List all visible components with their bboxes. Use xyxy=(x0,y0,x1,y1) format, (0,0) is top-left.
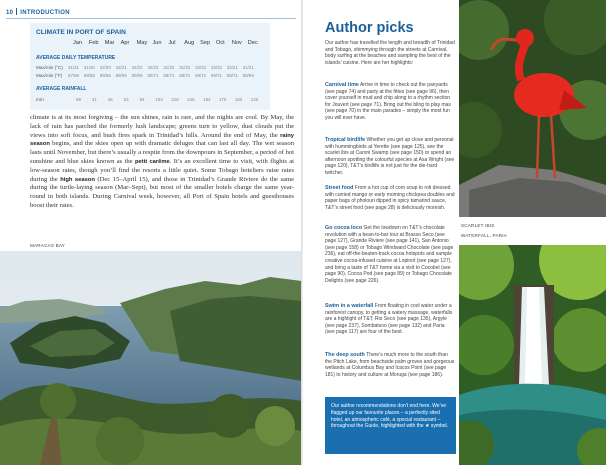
table-cell: 89/71 xyxy=(195,73,207,78)
month-label: Jan xyxy=(73,40,83,46)
table-cell: 125 xyxy=(250,97,259,102)
author-tip-box: Our author recommendations don’t end here. We’ve flagged up our favourite places – a perfectly sited hotel, an atmospheric café, a special restaurant – throughout the Guide, highlighted with the ★ symbol. xyxy=(325,397,456,454)
table-cell: 88/71 xyxy=(163,73,175,78)
table-cell: 193 xyxy=(155,97,163,102)
pick-heading: Carnival time xyxy=(325,82,359,88)
month-label: Nov xyxy=(231,40,242,46)
climate-title: CLIMATE IN PORT OF SPAIN xyxy=(36,29,126,36)
table-cell: 94 xyxy=(139,97,145,102)
table-cell: 90/69 xyxy=(131,73,143,78)
header-rule xyxy=(6,18,296,19)
pick-heading: Go cocoa loco xyxy=(325,225,363,231)
month-label: Sep xyxy=(200,40,211,46)
rain-row xyxy=(76,97,267,102)
term-rainy-season: rainy season xyxy=(30,132,294,148)
pick-heading: Tropical birdlife xyxy=(325,137,366,143)
celsius-label: Max/min (°C) xyxy=(36,65,63,70)
table-cell: 32/22 xyxy=(195,65,207,70)
table-cell: 31/22 xyxy=(179,65,191,70)
pick-item: Tropical birdlife Whether you get up close and personal with hummingbirds at Yerette (see page 125), see the scarlet ibis at Caroni Swamp (see page 150) or spend an afternoon spotting the colourful species at Asa Wright (see page 120), T&T’s birdlife is not just for the die-hard twitcher. xyxy=(325,137,455,176)
month-label: Apr xyxy=(120,40,130,46)
month-label: Jun xyxy=(152,40,162,46)
intro-text: Our author has travelled the length and breadth of Trinidad and Tobago, shimmying through the streets at Carnival, body surfing at the beaches and sampling the best of the islands’ cuisine. Here are her highlights: xyxy=(325,40,455,66)
term-high-season: high season xyxy=(60,176,95,183)
table-cell: 89/69 xyxy=(115,73,127,78)
pick-item: Carnival time Arrive in time to check out the panyards (see page 74) and party at the fêtes (see page 96), then cover yourself in mud and chip along to a rhythm section for Jouvert (see page 71). Bring out the bling to play mas (see page 70) in the main parades – simply the most fun you will ever have. xyxy=(325,82,451,121)
section-title: INTRODUCTION xyxy=(20,10,70,16)
month-label: Aug xyxy=(184,40,195,46)
table-cell: 87/69 xyxy=(68,73,79,78)
pick-item: Go cocoa loco Get the lowdown on T&T’s chocolate revolution with a bean-to-bar tour at Brasso Seco (see page 127), Grande Riviere (see page 141), San Antonio (see page 158) or Tobago Windward Chocolate (see page 236), eat off-the-beaten-track cocoa hotspots and sample creative cocoa-infused cuisine at Lopinot (see page 127), and bring a taste of T&T home via a visit to Cocobel (see page 90), Cocoa Pod (see page 89) or Tobago Chocolate Delights (see page 226). xyxy=(325,225,454,284)
table-cell: 32/20 xyxy=(99,65,111,70)
rain-unit-label: mm xyxy=(36,97,44,102)
page-number: 10 xyxy=(6,10,14,16)
pick-item: Swim in a waterfall From floating in cool water under a rainforest canopy, to getting a watery massage, waterfalls are a highlight of T&T; Rio Seco (see page 135), Argyle (see page 237), Sombatsoo (see page 132) and Paria (see page 117) are four of the best. xyxy=(325,303,453,336)
table-cell: 89/71 xyxy=(211,73,223,78)
bay-illustration xyxy=(0,251,302,465)
maracas-bay-photo xyxy=(0,251,302,465)
table-cell: 32/21 xyxy=(226,65,238,70)
table-cell: 88/68 xyxy=(83,73,95,78)
page-title: Author picks xyxy=(325,20,414,36)
table-cell: 89/71 xyxy=(226,73,238,78)
body-paragraph: climate is at its most forgiving – the sun shines, rain is rare, and the nights are cool. By May, the lack of rain has parched the formerly lush landscape; greens turn to yellow, dust clouds put the views into soft focus, and bush fires spark in Trinidad’s hills. Around the end of May, the rainy season begins, and the skies open up with dramatic deluges that can last all day. The wet season lasts until November, but there’s usually a respite from the downpours in September, a period of hot sunshine and blue skies known as the petit carême. It’s an excellent time to visit, with flights at low-season rates, though you’ll find the resorts a little quiet. Some Tobago hoteliers raise rates during the high season (Dec 15–April 15), and those in Trinidad’s Grande Riviere do the same during the turtle-laying season (Mar–Sept), but most of the smaller hotels charge the same year-round in both islands. During Carnival week, however, all Port of Spain hotels and guesthouses boost their rates. xyxy=(30,114,295,209)
table-cell: 88/71 xyxy=(179,73,191,78)
fahrenheit-label: Max/min (°F) xyxy=(36,73,63,78)
month-label: Feb xyxy=(88,40,99,46)
left-page xyxy=(0,0,302,465)
pick-heading: Swim in a waterfall xyxy=(325,303,374,309)
table-cell: 69 xyxy=(76,97,81,102)
scarlet-ibis-photo xyxy=(459,0,606,217)
table-cell: 41 xyxy=(91,97,97,102)
table-cell: 193 xyxy=(203,97,211,102)
month-headers xyxy=(73,40,264,46)
table-cell: 31/22 xyxy=(163,65,175,70)
table-cell: 32/22 xyxy=(131,65,143,70)
header-divider xyxy=(16,8,17,15)
table-cell: 88/69 xyxy=(242,73,254,78)
rain-heading: AVERAGE RAINFALL xyxy=(36,86,87,92)
table-cell: 32/22 xyxy=(211,65,223,70)
pick-heading: The deep south xyxy=(325,352,365,358)
table-cell: 53 xyxy=(123,97,129,102)
photo-caption: MARACAS BAY xyxy=(30,243,66,248)
ibis-illustration xyxy=(459,0,606,217)
table-cell: 246 xyxy=(187,97,195,102)
month-label: Oct xyxy=(216,40,225,46)
month-label: Dec xyxy=(247,40,258,46)
photo-caption: WATERFALL, PARIA xyxy=(461,233,507,238)
month-label: Mar xyxy=(104,40,115,46)
table-cell: 31/21 xyxy=(68,65,79,70)
waterfall-illustration xyxy=(459,245,606,465)
table-cell: 31/21 xyxy=(242,65,254,70)
term-petit-careme: petit carême xyxy=(134,158,170,165)
pick-item: The deep south There’s much more to the south than the Pitch Lake, from beachside palm groves and gorgeous wetlands at Columbus Bay and Icacos Point (see page 181) to history and culture at Moruga (see page 186). xyxy=(325,352,455,378)
temp-heading: AVERAGE DAILY TEMPERATURE xyxy=(36,55,116,61)
photo-caption: SCARLET IBIS xyxy=(461,223,495,228)
celsius-row xyxy=(68,65,259,70)
fahrenheit-row xyxy=(68,73,259,78)
table-cell: 46 xyxy=(107,97,113,102)
climate-table xyxy=(30,23,270,110)
table-cell: 90/71 xyxy=(147,73,159,78)
table-cell: 32/22 xyxy=(147,65,159,70)
month-label: May xyxy=(136,40,148,46)
waterfall-photo xyxy=(459,245,606,465)
pick-heading: Street food xyxy=(325,185,354,191)
table-cell: 31/20 xyxy=(83,65,95,70)
month-label: Jul xyxy=(168,40,176,46)
table-cell: 218 xyxy=(171,97,179,102)
table-cell: 183 xyxy=(234,97,243,102)
pick-item: Street food From a hot cup of corn soup to roti dressed with curried mango or early morning chickpea doubles and paper bags of pholouri dipped in spicy tamarind sauce, T&T’s street food (see page 28) is deliciously moreish. xyxy=(325,185,455,211)
table-cell: 32/21 xyxy=(115,65,127,70)
table-cell: 170 xyxy=(219,97,227,102)
running-header xyxy=(6,8,70,16)
table-cell: 89/68 xyxy=(99,73,111,78)
